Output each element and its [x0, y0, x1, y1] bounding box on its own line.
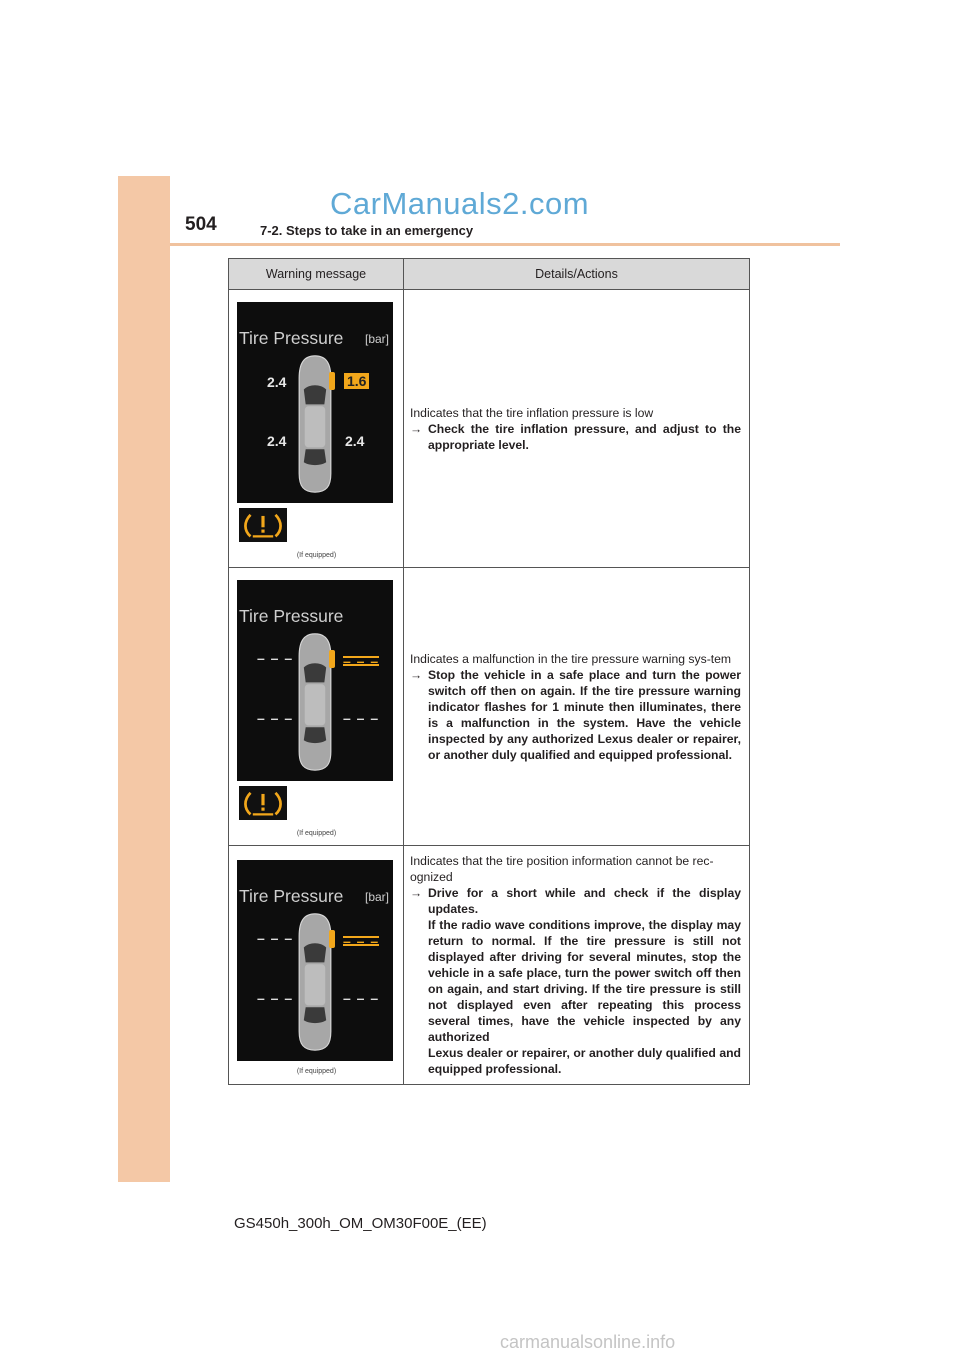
tire-pressure-display: [237, 860, 393, 1061]
action-item: [410, 421, 741, 453]
action-note-continued: Lexus dealer or repairer, or another duly qualified and equipped professional.: [428, 1046, 741, 1076]
action-text: Stop the vehicle in a safe place and turn the power switch off then on again. If the tire pressure warning indicator flashes for 1 minute then illuminates, there is a malfunction in the system. Have the vehicle inspected by any authorized Lexus dealer or repairer, or another duly qualified and equipped professional.: [428, 667, 741, 762]
if-equipped-note: (If equipped): [296, 552, 337, 559]
if-equipped-note: (If equipped): [296, 830, 337, 837]
car-top-view-icon: [295, 632, 335, 772]
warning-message-cell: [229, 290, 404, 567]
warning-description: Indicates a malfunction in the tire pressure warning sys-tem: [410, 651, 732, 666]
warning-description: Indicates that the tire position information cannot be rec-ognized: [410, 854, 714, 884]
warning-table: [228, 258, 750, 1085]
tire-front-left: 2.4: [267, 374, 287, 390]
tire-pressure-display: [237, 302, 393, 503]
tire-front-left: – – –: [257, 930, 294, 946]
action-note: If the radio wave conditions improve, the display may return to normal. If the tire pressure is still not displayed after driving for several minutes, stop the vehicle in a safe place, turn the power switch off then on again, and start driving. If the tire pressure is still not displayed even after repeating this process several times, have the vehicle inspected by any authorized: [428, 918, 741, 1044]
arrow-icon: →: [410, 667, 423, 682]
warning-description: Indicates that the tire inflation pressure is low: [410, 405, 654, 420]
tire-rear-left: – – –: [257, 710, 294, 726]
tire-rear-left: 2.4: [267, 433, 287, 449]
details-actions-cell: [404, 846, 749, 1084]
action-item: [410, 667, 741, 763]
page-number: 504: [185, 214, 217, 235]
side-band: [118, 176, 170, 1182]
screen-title: Tire Pressure: [239, 328, 344, 348]
tire-front-right: – – –: [343, 936, 380, 946]
arrow-icon: →: [410, 886, 423, 900]
document-code: GS450h_300h_OM_OM30F00E_(EE): [234, 1215, 487, 1232]
details-actions-cell: [404, 290, 749, 567]
tire-front-right: – – –: [343, 656, 380, 666]
tire-front-right: 1.6: [344, 373, 369, 389]
pressure-unit: [bar]: [364, 332, 389, 346]
table-header: [229, 259, 749, 290]
if-equipped-note: (If equipped): [296, 1068, 337, 1075]
watermark: CarManuals2.com: [330, 186, 590, 221]
tire-rear-right: – – –: [343, 710, 380, 726]
header-details-actions: Details/Actions: [535, 267, 618, 281]
header-rule: [170, 243, 840, 246]
tire-rear-right: 2.4: [345, 433, 365, 449]
action-text: Check the tire inflation pressure, and adjust to the appropriate level.: [428, 421, 741, 452]
table-row: [229, 290, 749, 568]
section-title: 7-2. Steps to take in an emergency: [260, 223, 474, 238]
arrow-icon: →: [410, 421, 423, 436]
footer-watermark: carmanualsonline.info: [500, 1332, 676, 1352]
action-item: [410, 885, 741, 1077]
pressure-unit: [bar]: [364, 890, 389, 904]
screen-title: Tire Pressure: [239, 886, 344, 906]
tire-rear-left: – – –: [257, 990, 294, 1006]
screen-title: Tire Pressure: [239, 606, 344, 626]
car-top-view-icon: [295, 912, 335, 1052]
tire-pressure-display: [237, 580, 393, 781]
warning-message-cell: [229, 568, 404, 845]
details-actions-cell: [404, 568, 749, 845]
warning-message-cell: [229, 846, 404, 1084]
tire-front-left: – – –: [257, 650, 294, 666]
table-row: [229, 568, 749, 846]
tpms-warning-icon: [239, 786, 287, 820]
header-warning-message: Warning message: [229, 259, 404, 289]
action-text: Drive for a short while and check if the display updates.: [428, 886, 741, 916]
car-top-view-icon: [295, 354, 335, 494]
tpms-warning-icon: [239, 508, 287, 542]
action-block: [428, 885, 741, 1077]
tire-rear-right: – – –: [343, 990, 380, 1006]
table-row: [229, 846, 749, 1084]
